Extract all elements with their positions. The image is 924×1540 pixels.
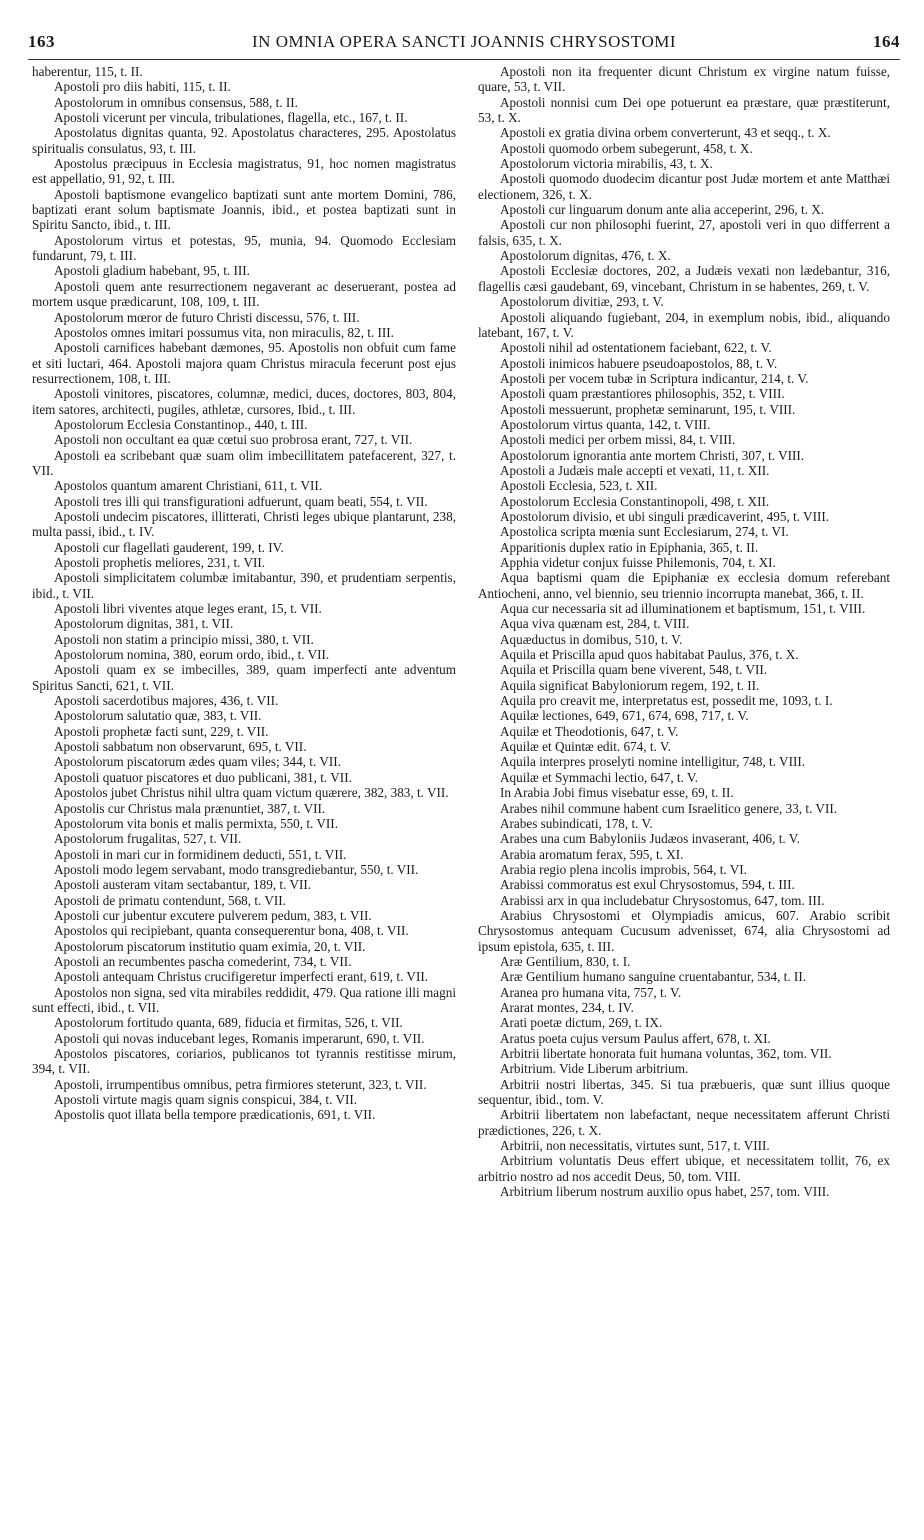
index-entry: Apostoli, irrumpentibus omnibus, petra firmiores steterunt, 323, t. VII. bbox=[54, 1076, 427, 1092]
index-entry: Aquilæ et Symmachi lectio, 647, t. V. bbox=[500, 769, 699, 785]
index-entry: Ararat montes, 234, t. IV. bbox=[500, 999, 634, 1015]
index-entry: Apostoli Ecclesiæ doctores, 202, a Judæis vexati non lædebantur, 316, flagellis cæsi gaudebant, 69, vincebant, Christum in se habentes, 269, t. V. bbox=[478, 263, 890, 294]
index-entry: Apostoli quatuor piscatores et duo publicani, 381, t. VII. bbox=[54, 769, 352, 785]
index-entry: Apostolos quantum amarent Christiani, 611, t. VII. bbox=[54, 478, 323, 494]
header-rule bbox=[28, 59, 900, 60]
index-entry: Apostoli Ecclesia, 523, t. XII. bbox=[500, 478, 658, 494]
index-entry: Apphia videtur conjux fuisse Philemonis, 704, t. XI. bbox=[500, 555, 776, 570]
index-entry: Apostoli antequam Christus crucifigeretur imperfecti erant, 619, t. VII. bbox=[54, 969, 429, 985]
index-entry: Apostoli austeram vitam sectabantur, 189, t. VII. bbox=[54, 877, 312, 893]
index-entry: Apostolorum divitiæ, 293, t. V. bbox=[500, 294, 664, 310]
running-title: IN OMNIA OPERA SANCTI JOANNIS CHRYSOSTOMI bbox=[252, 32, 676, 51]
index-entry: Apostolorum dignitas, 381, t. VII. bbox=[54, 616, 234, 632]
index-entry: Apostoli per vocem tubæ in Scriptura indicantur, 214, t. V. bbox=[500, 370, 809, 386]
index-entry: Apostolorum piscatorum ædes quam viles; 344, t. VII. bbox=[54, 754, 341, 770]
index-entry: Apostolorum vita bonis et malis permixta, 550, t. VII. bbox=[54, 815, 338, 831]
index-entry: Apostolos non signa, sed vita mirabiles reddidit, 479. Qua ratione illi magni sunt effecti, ibid., t. VII. bbox=[32, 984, 456, 1015]
index-entry: Arabissi arx in qua includebatur Chrysostomus, 647, tom. III. bbox=[500, 892, 825, 908]
index-entry: Apostolatus dignitas quanta, 92. Apostolatus characteres, 295. Apostolatus spiritualis consulatus, 93, t. III. bbox=[32, 125, 456, 156]
index-entry: Arbitrii nostri libertas, 345. Si tua præbueris, quæ sunt illius quoque sequentur, ibid., tom. V. bbox=[478, 1076, 890, 1108]
index-entry: Apostoli non statim a principio missi, 380, t. VII. bbox=[54, 631, 314, 647]
index-entry: Apostoli modo legem servabant, modo transgrediebantur, 550, t. VII. bbox=[54, 861, 419, 877]
index-entry: Apostoli non occultant ea quæ cœtui suo probrosa erant, 727, t. VII. bbox=[54, 432, 413, 448]
index-entry: Apostoli undecim piscatores, illitterati, Christi leges ubique plantarunt, 238, multa passi, ibid., t. IV. bbox=[32, 508, 456, 540]
index-entry: Apostoli tres illi qui transfigurationi adfuerunt, quam beati, 554, t. VII. bbox=[54, 493, 428, 509]
index-entry: Arbitrium. Vide Liberum arbitrium. bbox=[500, 1061, 689, 1077]
index-entry: Apostoli quem ante resurrectionem negaverant ac deseruerant, postea ad mortem usque prædicarunt, 108, 109, t. III. bbox=[32, 278, 456, 310]
index-entry: Apostoli simplicitatem columbæ imitabantur, 390, et prudentiam serpentis, ibid., t. VII. bbox=[32, 570, 456, 601]
index-entry: Arbitrii, non necessitatis, virtutes sunt, 517, t. VIII. bbox=[500, 1138, 770, 1154]
index-entry: Apparitionis duplex ratio in Epiphania, 365, t. II. bbox=[500, 539, 759, 555]
index-entry: Arabia regio plena incolis improbis, 564, t. VI. bbox=[500, 861, 747, 877]
index-entry: Apostoli quam præstantiores philosophis, 352, t. VIII. bbox=[500, 386, 785, 402]
index-entry: Apostoli gladium habebant, 95, t. III. bbox=[54, 263, 250, 279]
index-entry: Apostolorum dignitas, 476, t. X. bbox=[500, 248, 671, 264]
index-entry: Apostolorum ignorantia ante mortem Christi, 307, t. VIII. bbox=[500, 447, 805, 463]
index-entry: Apostoli prophetis meliores, 231, t. VII. bbox=[54, 555, 266, 570]
index-entry: Apostolis cur Christus mala prænuntiet, 387, t. VII. bbox=[54, 800, 326, 816]
index-entry: Apostolos piscatores, coriarios, publicanos tot tyrannis restitisse mirum, 394, t. VII. bbox=[32, 1046, 456, 1077]
index-entry: Apostolorum in omnibus consensus, 588, t. II. bbox=[54, 94, 298, 110]
index-entry: Apostolica scripta mœnia sunt Ecclesiarum, 274, t. VI. bbox=[500, 524, 789, 540]
index-entry: Apostoli prophetæ facti sunt, 229, t. VII. bbox=[54, 723, 269, 739]
index-entry: Arati poetæ dictum, 269, t. IX. bbox=[500, 1015, 663, 1031]
index-entry: Apostolos jubet Christus nihil ultra quam victum quærere, 382, 383, t. VII. bbox=[54, 785, 449, 801]
index-entry: Arbitrium voluntatis Deus effert ubique, et necessitatem tollit, 76, ex arbitrio nostro ad nos accedit Deus, 50, tom. VIII. bbox=[478, 1153, 890, 1184]
index-entry: Apostolorum mœror de futuro Christi discessu, 576, t. III. bbox=[54, 309, 360, 325]
index-entry: Apostolis quot illata bella tempore prædicationis, 691, t. VII. bbox=[54, 1107, 376, 1123]
index-entry: Apostoli libri viventes atque leges erant, 15, t. VII. bbox=[54, 601, 322, 617]
index-column-right bbox=[478, 64, 890, 1534]
index-entry: Apostolorum nomina, 380, eorum ordo, ibid., t. VII. bbox=[54, 647, 330, 663]
index-entry: Apostoli medici per orbem missi, 84, t. VIII. bbox=[500, 432, 736, 448]
index-entry: Apostolos qui recipiebant, quanta consequerentur bona, 408, t. VII. bbox=[54, 923, 409, 939]
index-entry: Apostoli non ita frequenter dicunt Christum ex virgine natum fuisse, quare, 53, t. VII. bbox=[478, 64, 890, 95]
index-entry: Apostoli vicerunt per vincula, tribulationes, flagella, etc., 167, t. II. bbox=[54, 110, 408, 126]
index-entry: Apostoli cur flagellati gauderent, 199, t. IV. bbox=[54, 539, 284, 555]
index-entry: Apostolorum Ecclesia Constantinopoli, 498, t. XII. bbox=[500, 493, 770, 509]
index-entry: Apostolorum divisio, et ubi singuli prædicaverint, 495, t. VIII. bbox=[500, 508, 830, 524]
index-entry: Arabes una cum Babyloniis Judæos invaserant, 406, t. V. bbox=[500, 831, 800, 847]
index-entry: Apostoli messuerunt, prophetæ seminarunt, 195, t. VIII. bbox=[500, 401, 796, 417]
index-entry: Aranea pro humana vita, 757, t. V. bbox=[500, 984, 682, 1000]
index-entry: Aqua viva quænam est, 284, t. VIII. bbox=[500, 616, 690, 632]
index-entry: Apostolorum virtus quanta, 142, t. VIII. bbox=[500, 416, 711, 432]
index-entry: Aræ Gentilium humano sanguine cruentabantur, 534, t. II. bbox=[500, 969, 807, 985]
page-header bbox=[28, 32, 900, 56]
index-entry: Apostoli cur linguarum donum ante alia acceperint, 296, t. X. bbox=[500, 202, 825, 218]
page-number-right: 164 bbox=[873, 32, 900, 51]
index-entry: Apostoli nihil ad ostentationem faciebant, 622, t. V. bbox=[500, 340, 772, 356]
index-entry: Arabissi commoratus est exul Chrysostomus, 594, t. III. bbox=[500, 877, 795, 893]
index-entry: Apostoli a Judæis male accepti et vexati, 11, t. XII. bbox=[500, 462, 770, 478]
index-entry: Aquila significat Babyloniorum regem, 192, t. II. bbox=[500, 677, 760, 693]
index-entry: Aqua baptismi quam die Epiphaniæ ex ecclesia domum referebant Antiocheni, anno, vel biennio, seu triennio incorrupta manebat, 366, t. II. bbox=[478, 570, 890, 601]
index-entry: Apostoli pro diis habiti, 115, t. II. bbox=[54, 79, 231, 95]
index-entry: Apostoli cur non philosophi fuerint, 27, apostoli veri in quo differrent a falsis, 635, t. X. bbox=[478, 217, 890, 248]
index-entry: Apostolorum Ecclesia Constantinop., 440, t. III. bbox=[54, 416, 308, 432]
index-entry: Arabes subindicati, 178, t. V. bbox=[500, 815, 653, 831]
index-entry: Apostolus præcipuus in Ecclesia magistratus, 91, hoc nomen magistratus est appellatio, 91, 92, t. III. bbox=[32, 156, 456, 187]
index-entry: Apostoli in mari cur in formidinem deducti, 551, t. VII. bbox=[54, 846, 347, 862]
index-entry: Apostoli quam ex se imbecilles, 389, quam imperfecti ante adventum Spiritus Sancti, 621, t. VII. bbox=[32, 662, 456, 693]
index-entry: Aquila et Priscilla quam bene viverent, 548, t. VII. bbox=[500, 662, 768, 678]
index-entry: Arabius Chrysostomi et Olympiadis amicus, 607. Arabio scribit Chrysostomus antequam Cucusum advenisset, 674, alia Chrysostomi ad ipsum epistola, 635, t. III. bbox=[478, 907, 890, 954]
index-entry: Apostolorum fortitudo quanta, 689, fiducia et firmitas, 526, t. VII. bbox=[54, 1015, 403, 1031]
index-entry: Apostoli cur jubentur excutere pulverem pedum, 383, t. VII. bbox=[54, 907, 372, 923]
index-entry: Apostoli baptismone evangelico baptizati sunt ante mortem Domini, 786, baptizati erant solum baptismate Joannis, ibid., et postea baptizati sunt in Spiritu Sancto, ibid., t. III. bbox=[32, 186, 456, 233]
index-entry: In Arabia Jobi fimus visebatur esse, 69, t. II. bbox=[500, 785, 734, 801]
index-entry: Aquila et Priscilla apud quos habitabat Paulus, 376, t. X. bbox=[500, 647, 799, 663]
index-column-left bbox=[32, 64, 456, 1534]
index-entry: Apostoli sabbatum non observarunt, 695, t. VII. bbox=[54, 739, 307, 755]
index-entry: Arbitrium liberum nostrum auxilio opus habet, 257, tom. VIII. bbox=[500, 1184, 830, 1200]
index-entry: Aquila pro creavit me, interpretatus est, possedit me, 1093, t. I. bbox=[500, 693, 833, 709]
index-entry: Arabes nihil commune habent cum Israelitico genere, 33, t. VII. bbox=[500, 800, 838, 816]
index-entry: Apostoli ex gratia divina orbem converterunt, 43 et seqq., t. X. bbox=[500, 125, 831, 141]
index-entry: Arbitrii libertate honorata fuit humana voluntas, 362, tom. VII. bbox=[500, 1046, 832, 1061]
index-entry: Apostolorum salutatio quæ, 383, t. VII. bbox=[54, 708, 262, 724]
index-entry: Apostoli inimicos habuere pseudoapostolos, 88, t. V. bbox=[500, 355, 778, 371]
index-entry: Arabia aromatum ferax, 595, t. XI. bbox=[500, 846, 684, 862]
index-entry: Aræ Gentilium, 830, t. I. bbox=[500, 953, 631, 969]
index-entry: Apostoli an recumbentes pascha comederint, 734, t. VII. bbox=[54, 953, 352, 969]
index-entry: Aquilæ et Quintæ edit. 674, t. V. bbox=[500, 739, 671, 755]
index-entry: Apostoli ea scribebant quæ suam olim imbecillitatem patefacerent, 327, t. VII. bbox=[32, 447, 456, 478]
index-entry: Arbitrii libertatem non labefactant, neque necessitatem afferunt Christi prædictiones, 226, t. X. bbox=[478, 1107, 890, 1138]
index-entry: Apostoli sacerdotibus majores, 436, t. VII. bbox=[54, 693, 279, 709]
index-entry: haberentur, 115, t. II. bbox=[32, 64, 143, 79]
index-entry: Apostoli carnifices habebant dæmones, 95. Apostolis non obfuit cum fame et siti luctari, 464. Apostoli majora quam Christus miracula fecerunt post ejus resurrectionem, 108, t. III. bbox=[32, 340, 456, 386]
index-entry: Aqua cur necessaria sit ad illuminationem et baptismum, 151, t. VIII. bbox=[500, 601, 866, 617]
index-entry: Aquila interpres proselyti nomine intelligitur, 748, t. VIII. bbox=[500, 754, 806, 770]
index-entry: Apostoli virtute magis quam signis conspicui, 384, t. VII. bbox=[54, 1092, 358, 1108]
index-entry: Apostolos omnes imitari possumus vita, non miraculis, 82, t. III. bbox=[54, 324, 394, 340]
index-entry: Apostoli quomodo duodecim dicantur post Judæ mortem et ante Matthæi electionem, 326, t. X. bbox=[478, 171, 890, 202]
index-entry: Aquæductus in domibus, 510, t. V. bbox=[500, 631, 683, 647]
page-number-left: 163 bbox=[28, 32, 55, 51]
index-entry: Apostolorum piscatorum institutio quam eximia, 20, t. VII. bbox=[54, 938, 366, 954]
index-entry: Apostoli vinitores, piscatores, columnæ, medici, duces, doctores, 803, 804, item satores, architecti, pugiles, athletæ, cursores, Ibid., t. III. bbox=[32, 386, 456, 417]
index-entry: Apostoli quomodo orbem subegerunt, 458, t. X. bbox=[500, 140, 753, 156]
index-entry: Apostoli nonnisi cum Dei ope potuerunt ea præstare, quæ præstiterunt, 53, t. X. bbox=[478, 94, 890, 126]
index-entry: Apostoli aliquando fugiebant, 204, in exemplum nobis, ibid., aliquando latebant, 167, t. V. bbox=[478, 309, 890, 340]
index-entry: Apostolorum virtus et potestas, 95, munia, 94. Quomodo Ecclesiam fundarunt, 79, t. III. bbox=[32, 232, 456, 264]
index-entry: Aquilæ et Theodotionis, 647, t. V. bbox=[500, 723, 679, 739]
index-entry: Apostolorum victoria mirabilis, 43, t. X. bbox=[500, 156, 713, 172]
index-entry: Aratus poeta cujus versum Paulus affert, 678, t. XI. bbox=[500, 1030, 771, 1046]
index-entry: Apostoli qui novas inducebant leges, Romanis imperarunt, 690, t. VII. bbox=[54, 1030, 425, 1046]
index-entry: Aquilæ lectiones, 649, 671, 674, 698, 717, t. V. bbox=[500, 708, 749, 724]
index-entry: Apostolorum frugalitas, 527, t. VII. bbox=[54, 831, 242, 847]
index-entry: Apostoli de primatu contendunt, 568, t. VII. bbox=[54, 892, 286, 908]
